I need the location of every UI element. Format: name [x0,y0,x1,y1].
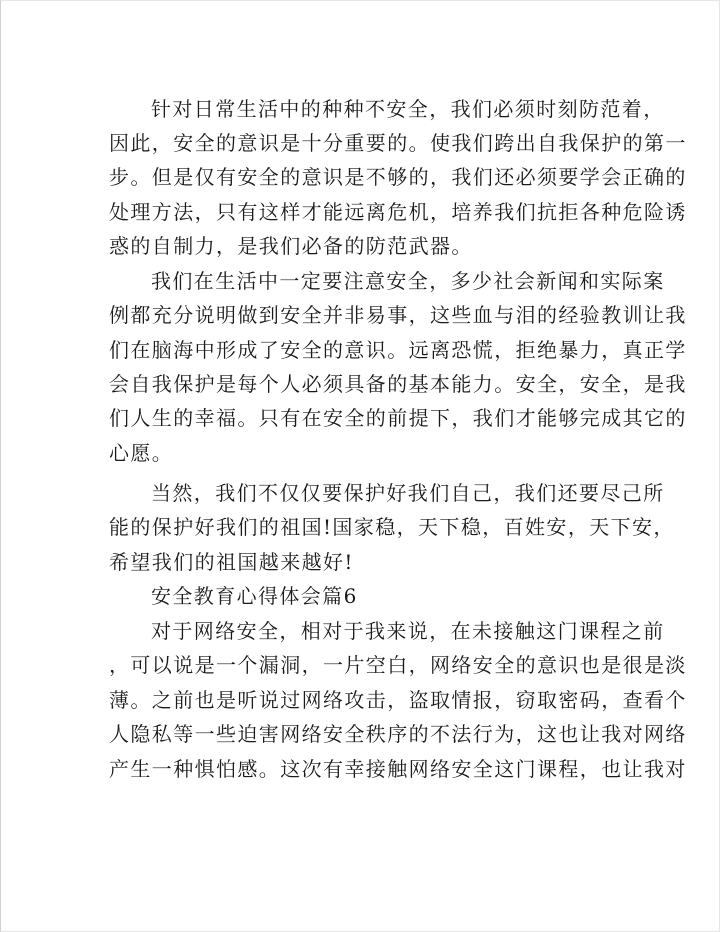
paragraph-1-line-1: 针对日常生活中的种种不安全，我们必须时刻防范着， [151,97,665,121]
paragraph-5-line-5: 产生一种惧怕感。这次有幸接触网络安全这门课程，也让我对 [109,757,687,781]
paragraph-1-line-3: 步。但是仅有安全的意识是不够的，我们还必须要学会正确的 [109,165,687,189]
section-heading: 安全教育心得体会篇6 [151,584,358,608]
paragraph-1-line-5: 惑的自制力，是我们必备的防范武器。 [109,234,473,258]
paragraph-2-line-6: 心愿。 [109,441,174,465]
paragraph-2-line-2: 例都充分说明做到安全并非易事，这些血与泪的经验教训让我 [109,303,687,327]
paragraph-5-line-4: 人隐私等一些迫害网络安全秩序的不法行为，这也让我对网络 [109,722,687,746]
paragraph-5-line-3: 薄。之前也是听说过网络攻击，盗取情报，窃取密码，查看个 [109,688,687,712]
paragraph-3-line-2: 能的保护好我们的祖国!国家稳，天下稳，百姓安，天下安， [109,515,675,539]
paragraph-2-line-1: 我们在生活中一定要注意安全，多少社会新闻和实际案 [151,269,665,293]
paragraph-1-line-2: 因此，安全的意识是十分重要的。使我们跨出自我保护的第一 [109,131,687,155]
paragraph-3-line-1: 当然，我们不仅仅要保护好我们自己，我们还要尽己所 [151,481,665,505]
paragraph-2-line-3: 们在脑海中形成了安全的意识。远离恐慌，拒绝暴力，真正学 [109,338,687,362]
paragraph-5-line-1: 对于网络安全，相对于我来说，在未接触这门课程之前 [151,619,665,643]
paragraph-3-line-3: 希望我们的祖国越来越好! [109,550,354,574]
paragraph-2-line-4: 会自我保护是每个人必须具备的基本能力。安全，安全，是我 [109,372,687,396]
paragraph-2-line-5: 们人生的幸福。只有在安全的前提下，我们才能够完成其它的 [109,406,687,430]
paragraph-5-line-2: ，可以说是一个漏洞，一片空白，网络安全的意识也是很是淡 [109,653,687,677]
paragraph-1-line-4: 处理方法，只有这样才能远离危机，培养我们抗拒各种危险诱 [109,200,687,224]
document-body [1,1,719,931]
